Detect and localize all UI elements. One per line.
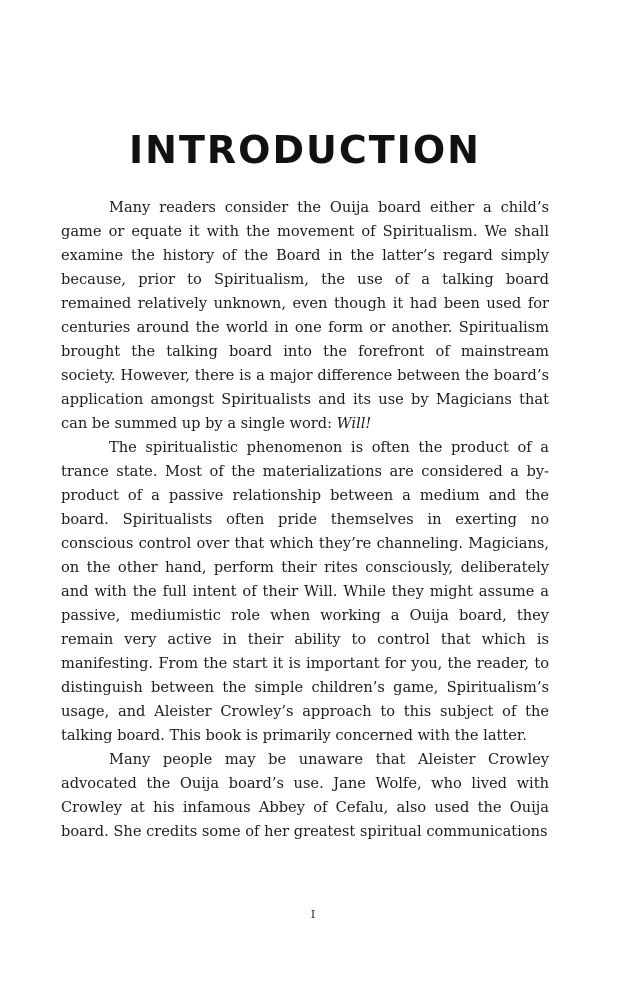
- page-number: I: [310, 908, 316, 921]
- body-text: [61, 196, 549, 844]
- paragraph-text: Many readers consider the Ouija board either a child’s game or equate it with the movement of Spiritualism. We shall examine the history of the Board in the latter’s regard simply because, prior to Spiritualism, the use of a talking board remained relatively unknown, even though it had been used for centuries around the world in one form or another. Spiritualism brought the talking board into the forefront of mainstream society. However, there is a major difference between the board’s application amongst Spiritualists and its use by Magicians that can be summed up by a single word:: [61, 199, 549, 432]
- chapter-title: INTRODUCTION: [129, 128, 481, 172]
- paragraph-text: Many people may be unaware that Aleister Crowley advocated the Ouija board’s use. Jane Wolfe, who lived with Crowley at his infamous Abbey of Cefalu, also used the Ouija board. She credits some of her greatest spiritual communications: [61, 751, 549, 840]
- paragraph: [61, 748, 549, 844]
- paragraph-text: The spiritualistic phenomenon is often the product of a trance state. Most of the materializations are considered a by-product of a passive relationship between a medium and the board. Spiritualists often pride themselves in exerting no conscious control over that which they’re channeling. Magicians, on the other hand, perform their rites consciously, deliberately and with the full intent of their Will. While they might assume a passive, mediumistic role when working a Ouija board, they remain very active in their ability to control that which is manifesting. From the start it is important for you, the reader, to distinguish between the simple children’s game, Spiritualism’s usage, and Aleister Crowley’s approach to this subject of the talking board. This book is primarily concerned with the latter.: [61, 439, 549, 744]
- paragraph: [61, 436, 549, 748]
- emphasized-word: Will!: [336, 415, 372, 432]
- paragraph: [61, 196, 549, 436]
